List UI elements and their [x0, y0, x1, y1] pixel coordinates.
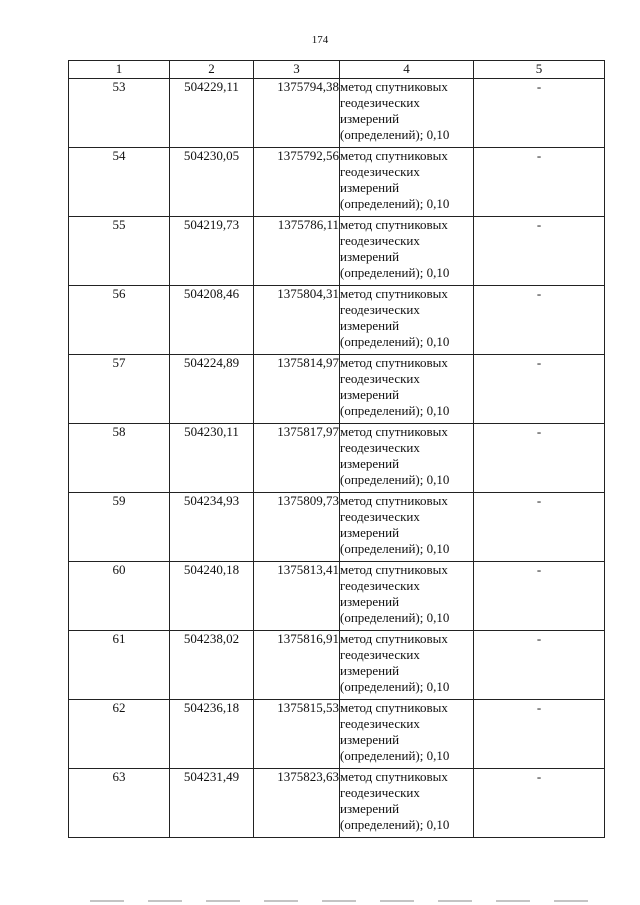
method-line: геодезических: [340, 578, 420, 593]
note-cell: -: [474, 355, 605, 424]
x-coordinate-cell: 504219,73: [170, 217, 254, 286]
method-line: (определений); 0,10: [340, 472, 450, 487]
note-cell: -: [474, 148, 605, 217]
column-header-3: 3: [254, 61, 340, 79]
y-coordinate-cell: 1375815,53: [254, 700, 340, 769]
point-number-cell: 55: [69, 217, 170, 286]
column-header-5: 5: [474, 61, 605, 79]
x-coordinate-cell: 504240,18: [170, 562, 254, 631]
method-line: (определений); 0,10: [340, 334, 450, 349]
method-line: (определений); 0,10: [340, 679, 450, 694]
method-cell: [340, 424, 474, 493]
note-cell: -: [474, 424, 605, 493]
y-coordinate-cell: 1375804,31: [254, 286, 340, 355]
method-line: измерений: [340, 732, 400, 747]
method-cell: [340, 217, 474, 286]
y-coordinate-cell: 1375823,63: [254, 769, 340, 838]
method-line: (определений); 0,10: [340, 403, 450, 418]
column-header-1: 1: [69, 61, 170, 79]
method-line: измерений: [340, 525, 400, 540]
point-number-cell: 54: [69, 148, 170, 217]
scan-artifact: [90, 900, 610, 902]
note-cell: -: [474, 79, 605, 148]
method-cell: [340, 631, 474, 700]
x-coordinate-cell: 504231,49: [170, 769, 254, 838]
method-line: геодезических: [340, 164, 420, 179]
method-line: метод спутниковых: [340, 769, 448, 784]
method-line: геодезических: [340, 95, 420, 110]
method-line: метод спутниковых: [340, 424, 448, 439]
table-row: [69, 562, 605, 631]
point-number-cell: 63: [69, 769, 170, 838]
table-row: [69, 493, 605, 562]
note-cell: -: [474, 286, 605, 355]
column-header-4: 4: [340, 61, 474, 79]
y-coordinate-cell: 1375817,97: [254, 424, 340, 493]
table-row: [69, 148, 605, 217]
table-row: [69, 424, 605, 493]
method-line: геодезических: [340, 371, 420, 386]
note-cell: -: [474, 769, 605, 838]
method-line: геодезических: [340, 785, 420, 800]
method-line: измерений: [340, 387, 400, 402]
coordinates-table: [68, 60, 605, 838]
method-line: (определений); 0,10: [340, 265, 450, 280]
column-header-2: 2: [170, 61, 254, 79]
table-row: [69, 79, 605, 148]
table-row: [69, 769, 605, 838]
y-coordinate-cell: 1375794,38: [254, 79, 340, 148]
method-line: измерений: [340, 318, 400, 333]
x-coordinate-cell: 504236,18: [170, 700, 254, 769]
table-row: [69, 631, 605, 700]
table-row: [69, 355, 605, 424]
table-row: [69, 700, 605, 769]
point-number-cell: 62: [69, 700, 170, 769]
method-line: измерений: [340, 249, 400, 264]
method-line: метод спутниковых: [340, 148, 448, 163]
method-line: метод спутниковых: [340, 700, 448, 715]
y-coordinate-cell: 1375816,91: [254, 631, 340, 700]
method-line: метод спутниковых: [340, 286, 448, 301]
note-cell: -: [474, 631, 605, 700]
y-coordinate-cell: 1375809,73: [254, 493, 340, 562]
method-cell: [340, 493, 474, 562]
point-number-cell: 57: [69, 355, 170, 424]
method-cell: [340, 79, 474, 148]
method-line: измерений: [340, 663, 400, 678]
point-number-cell: 60: [69, 562, 170, 631]
x-coordinate-cell: 504234,93: [170, 493, 254, 562]
y-coordinate-cell: 1375814,97: [254, 355, 340, 424]
method-line: геодезических: [340, 233, 420, 248]
method-line: (определений); 0,10: [340, 610, 450, 625]
method-line: геодезических: [340, 302, 420, 317]
x-coordinate-cell: 504230,05: [170, 148, 254, 217]
note-cell: -: [474, 217, 605, 286]
method-line: геодезических: [340, 440, 420, 455]
note-cell: -: [474, 562, 605, 631]
method-cell: [340, 355, 474, 424]
x-coordinate-cell: 504224,89: [170, 355, 254, 424]
y-coordinate-cell: 1375786,11: [254, 217, 340, 286]
table-body: [69, 79, 605, 838]
method-cell: [340, 148, 474, 217]
y-coordinate-cell: 1375813,41: [254, 562, 340, 631]
x-coordinate-cell: 504238,02: [170, 631, 254, 700]
method-cell: [340, 562, 474, 631]
method-line: (определений); 0,10: [340, 127, 450, 142]
y-coordinate-cell: 1375792,56: [254, 148, 340, 217]
note-cell: -: [474, 493, 605, 562]
point-number-cell: 59: [69, 493, 170, 562]
table-row: [69, 217, 605, 286]
method-line: метод спутниковых: [340, 355, 448, 370]
point-number-cell: 56: [69, 286, 170, 355]
method-line: измерений: [340, 594, 400, 609]
method-line: (определений); 0,10: [340, 817, 450, 832]
point-number-cell: 53: [69, 79, 170, 148]
method-line: метод спутниковых: [340, 217, 448, 232]
method-line: геодезических: [340, 716, 420, 731]
table-row: [69, 286, 605, 355]
method-line: измерений: [340, 180, 400, 195]
method-line: метод спутниковых: [340, 79, 448, 94]
method-line: геодезических: [340, 647, 420, 662]
method-line: метод спутниковых: [340, 562, 448, 577]
method-cell: [340, 769, 474, 838]
x-coordinate-cell: 504230,11: [170, 424, 254, 493]
page-number: 174: [311, 34, 329, 46]
point-number-cell: 61: [69, 631, 170, 700]
method-line: измерений: [340, 456, 400, 471]
method-line: геодезических: [340, 509, 420, 524]
method-line: (определений); 0,10: [340, 196, 450, 211]
method-line: (определений); 0,10: [340, 541, 450, 556]
x-coordinate-cell: 504229,11: [170, 79, 254, 148]
method-line: (определений); 0,10: [340, 748, 450, 763]
note-cell: -: [474, 700, 605, 769]
method-line: измерений: [340, 111, 400, 126]
table-header-row: [69, 61, 605, 79]
point-number-cell: 58: [69, 424, 170, 493]
method-line: метод спутниковых: [340, 631, 448, 646]
method-line: измерений: [340, 801, 400, 816]
x-coordinate-cell: 504208,46: [170, 286, 254, 355]
method-line: метод спутниковых: [340, 493, 448, 508]
method-cell: [340, 286, 474, 355]
method-cell: [340, 700, 474, 769]
